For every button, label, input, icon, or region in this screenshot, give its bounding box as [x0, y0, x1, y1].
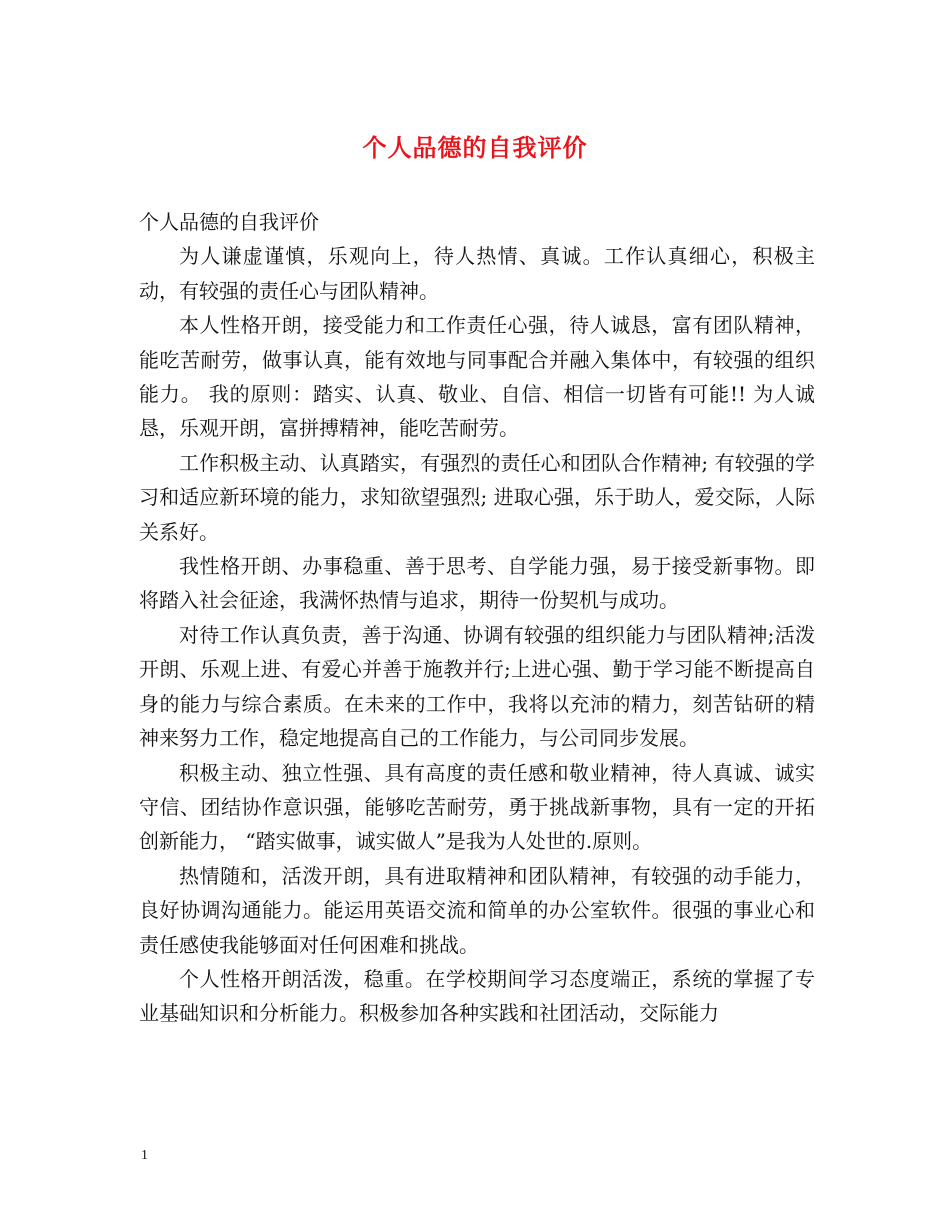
paragraph: 工作积极主动、认真踏实，有强烈的责任心和团队合作精神; 有较强的学习和适应新环境的能力，求知欲望强烈; 进取心强，乐于助人，爱交际，人际关系好。	[139, 450, 815, 544]
paragraph: 积极主动、独立性强、具有高度的责任感和敬业精神，待人真诚、诚实守信、团结协作意识强，能够吃苦耐劳，勇于挑战新事物，具有一定的开拓创新能力， “踏实做事，诚实做人”是我为人处世的.原则。	[139, 760, 815, 854]
document-title: 个人品德的自我评价	[362, 133, 588, 162]
paragraph: 热情随和，活泼开朗，具有进取精神和团队精神，有较强的动手能力，良好协调沟通能力。能运用英语交流和简单的办公室软件。很强的事业心和责任感使我能够面对任何困难和挑战。	[139, 863, 815, 957]
page-number: 1	[141, 1148, 148, 1163]
paragraph: 我性格开朗、办事稳重、善于思考、自学能力强，易于接受新事物。即将踏入社会征途，我满怀热情与追求，期待一份契机与成功。	[139, 554, 815, 613]
body-heading: 个人品德的自我评价	[139, 210, 319, 234]
paragraph: 对待工作认真负责，善于沟通、协调有较强的组织能力与团队精神;活泼开朗、乐观上进、有爱心并善于施教并行;上进心强、勤于学习能不断提高自身的能力与综合素质。在未来的工作中，我将以充沛的精力，刻苦钻研的精神来努力工作，稳定地提高自己的工作能力，与公司同步发展。	[139, 622, 815, 751]
document-body	[139, 205, 815, 1031]
paragraph: 为人谦虚谨慎，乐观向上，待人热情、真诚。工作认真细心，积极主动，有较强的责任心与团队精神。	[139, 244, 815, 303]
paragraph: 本人性格开朗，接受能力和工作责任心强，待人诚恳，富有团队精神，能吃苦耐劳，做事认真，能有效地与同事配合并融入集体中，有较强的组织能力。 我的原则：踏实、认真、敬业、自信、相信一切皆有可能!! 为人诚恳，乐观开朗，富拼搏精神，能吃苦耐劳。	[139, 313, 815, 441]
paragraph: 个人性格开朗活泼，稳重。在学校期间学习态度端正，系统的掌握了专业基础知识和分析能力。积极参加各种实践和社团活动，交际能力	[139, 966, 815, 1026]
